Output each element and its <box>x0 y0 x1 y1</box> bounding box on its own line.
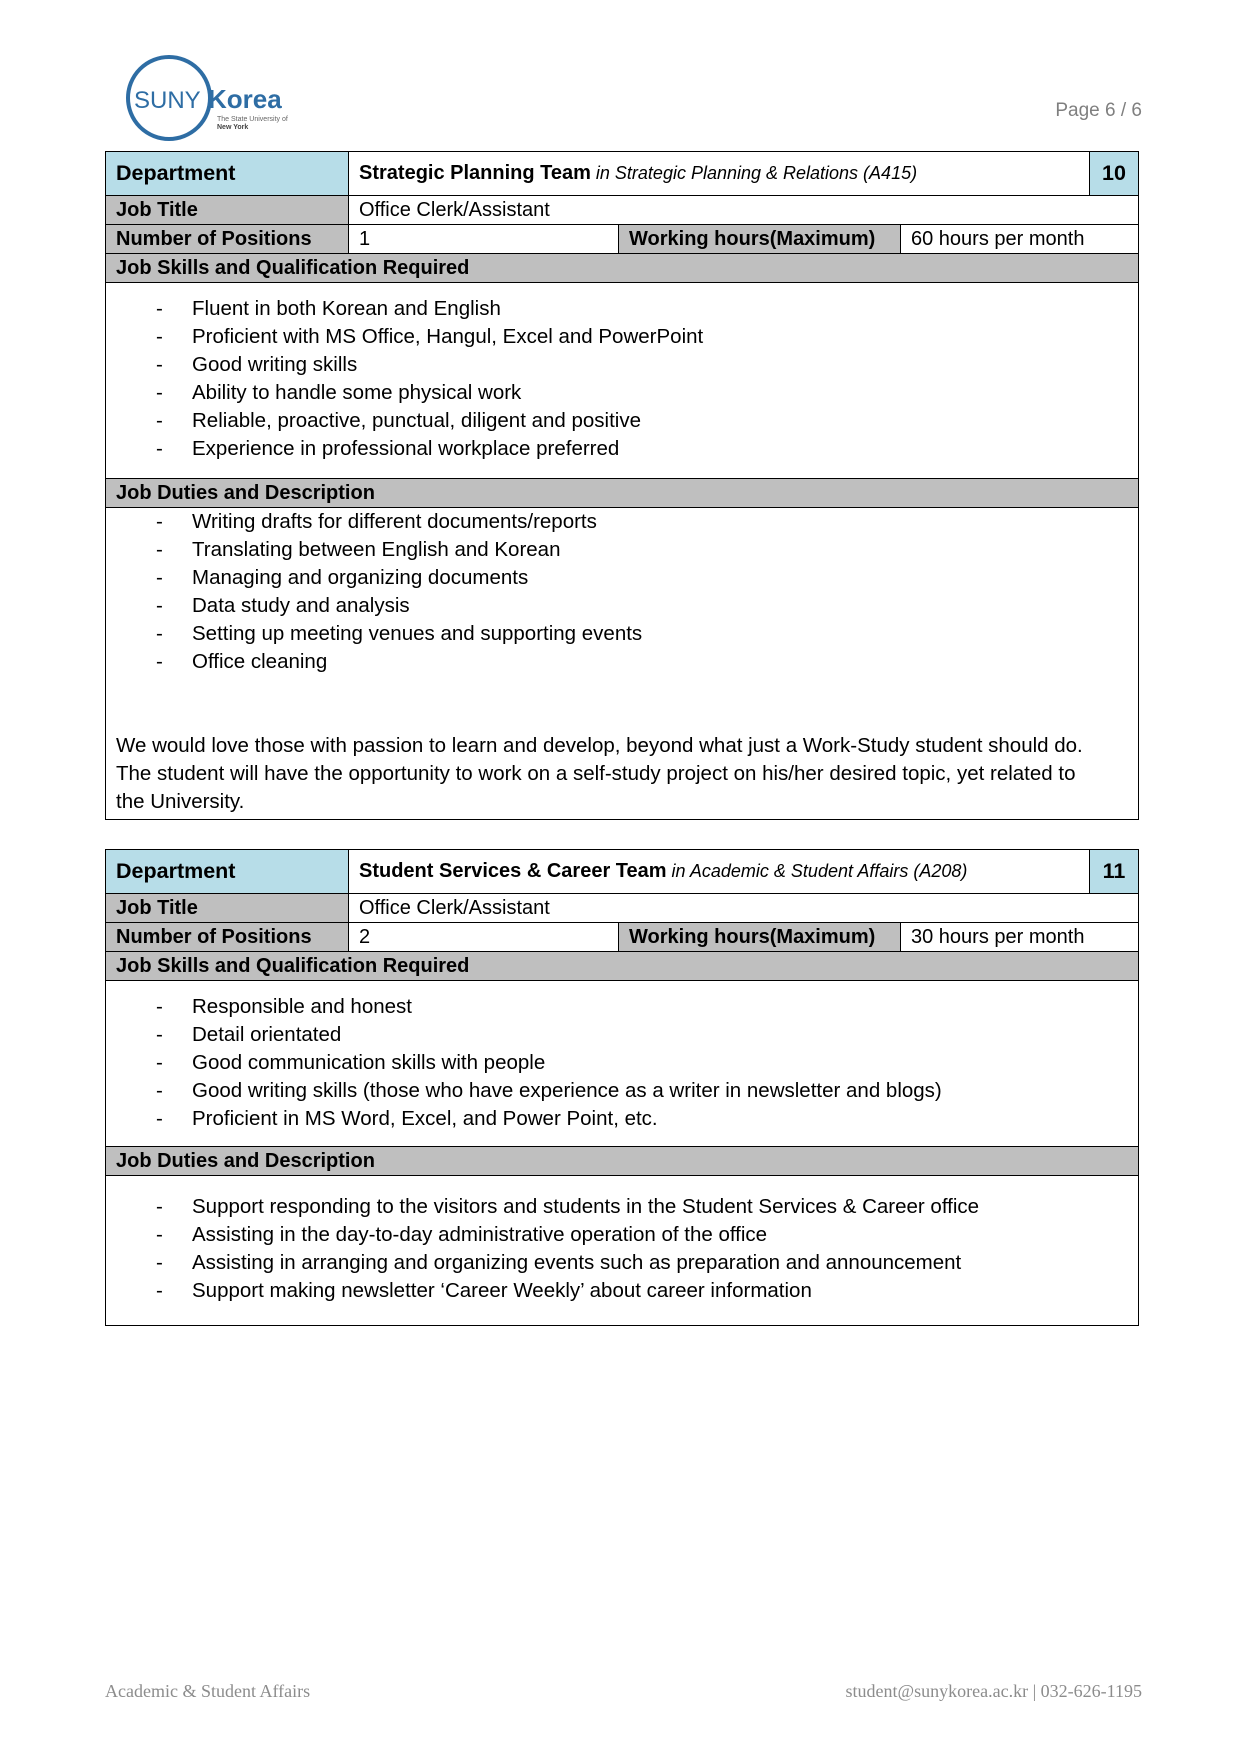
job-title-value: Office Clerk/Assistant <box>359 198 550 221</box>
job-title-label: Job Title <box>106 196 349 224</box>
logo-subtitle-2: New York <box>217 124 249 131</box>
department-label: Department <box>106 152 349 195</box>
department-value <box>349 850 1090 893</box>
positions-value: 2 <box>349 923 619 951</box>
skills-list <box>106 295 1138 463</box>
department-name: Strategic Planning Team <box>359 162 591 184</box>
department-name: Student Services & Career Team <box>359 860 667 882</box>
suny-korea-logo <box>124 53 294 143</box>
positions-row <box>106 225 1138 254</box>
footer-contact: student@sunykorea.ac.kr | 032-626-1195 <box>845 1681 1142 1701</box>
hours-label: Working hours(Maximum) <box>619 225 901 253</box>
list-item: - Reliable, proactive, punctual, diligent and positive <box>106 407 1138 435</box>
positions-value: 1 <box>349 225 619 253</box>
list-item: - Good communication skills with people <box>106 1049 1138 1077</box>
list-item: - Detail orientated <box>106 1021 1138 1049</box>
job-title-label: Job Title <box>106 894 349 922</box>
department-row <box>106 152 1138 196</box>
list-item: - Writing drafts for different documents/reports <box>106 508 1138 536</box>
list-item: - Support responding to the visitors and students in the Student Services & Career office <box>106 1193 1138 1221</box>
footer-department: Academic & Student Affairs <box>105 1681 311 1701</box>
list-item: - Managing and organizing documents <box>106 564 1138 592</box>
list-item: - Experience in professional workplace preferred <box>106 435 1138 463</box>
list-item: - Support making newsletter ‘Career Weekly’ about career information <box>106 1277 1138 1305</box>
note-paragraph <box>106 732 1138 816</box>
job-number: 11 <box>1090 850 1138 893</box>
job-title-row <box>106 196 1138 225</box>
hours-value: 60 hours per month <box>911 227 1085 250</box>
page-number: Page 6 / 6 <box>1055 100 1142 121</box>
list-item: - Responsible and honest <box>106 993 1138 1021</box>
job-title-value: Office Clerk/Assistant <box>359 896 550 919</box>
duties-section <box>106 1176 1138 1325</box>
list-item: - Office cleaning <box>106 648 1138 676</box>
job-block-11 <box>105 849 1139 1326</box>
note-line: We would love those with passion to learn and develop, beyond what just a Work-Study student should do. <box>116 734 1083 757</box>
skills-section <box>106 283 1138 479</box>
positions-row <box>106 923 1138 952</box>
list-item: - Assisting in arranging and organizing events such as preparation and announcement <box>106 1249 1138 1277</box>
list-item: - Proficient with MS Office, Hangul, Excel and PowerPoint <box>106 323 1138 351</box>
duties-list <box>106 1193 1138 1305</box>
positions-label: Number of Positions <box>106 225 349 253</box>
department-sub: in Academic & Student Affairs (A208) <box>671 861 968 881</box>
department-row <box>106 850 1138 894</box>
list-item: - Setting up meeting venues and supporting events <box>106 620 1138 648</box>
duties-title: Job Duties and Description <box>106 479 1138 508</box>
duties-section <box>106 508 1138 819</box>
skills-title: Job Skills and Qualification Required <box>106 952 1138 981</box>
list-item: - Proficient in MS Word, Excel, and Power Point, etc. <box>106 1105 1138 1133</box>
job-block-10 <box>105 151 1139 820</box>
duties-list <box>106 508 1138 676</box>
list-item: - Assisting in the day-to-day administrative operation of the office <box>106 1221 1138 1249</box>
positions-label: Number of Positions <box>106 923 349 951</box>
hours-value: 30 hours per month <box>911 925 1085 948</box>
list-item: - Ability to handle some physical work <box>106 379 1138 407</box>
note-line: The student will have the opportunity to work on a self-study project on his/her desired topic, yet related to <box>116 762 1076 785</box>
logo-subtitle-1: The State University of <box>217 116 288 123</box>
job-number: 10 <box>1090 152 1138 195</box>
job-title-row <box>106 894 1138 923</box>
list-item: - Good writing skills (those who have experience as a writer in newsletter and blogs) <box>106 1077 1138 1105</box>
list-item: - Data study and analysis <box>106 592 1138 620</box>
hours-label: Working hours(Maximum) <box>619 923 901 951</box>
note-line: the University. <box>116 790 245 813</box>
logo-suny-text: SUNY <box>134 87 201 114</box>
list-item: - Translating between English and Korean <box>106 536 1138 564</box>
list-item: - Fluent in both Korean and English <box>106 295 1138 323</box>
duties-title: Job Duties and Description <box>106 1147 1138 1176</box>
skills-title: Job Skills and Qualification Required <box>106 254 1138 283</box>
logo-korea-text: Korea <box>208 84 282 114</box>
skills-section <box>106 981 1138 1147</box>
skills-list <box>106 993 1138 1133</box>
department-value <box>349 152 1090 195</box>
list-item: - Good writing skills <box>106 351 1138 379</box>
department-label: Department <box>106 850 349 893</box>
department-sub: in Strategic Planning & Relations (A415) <box>595 163 918 183</box>
